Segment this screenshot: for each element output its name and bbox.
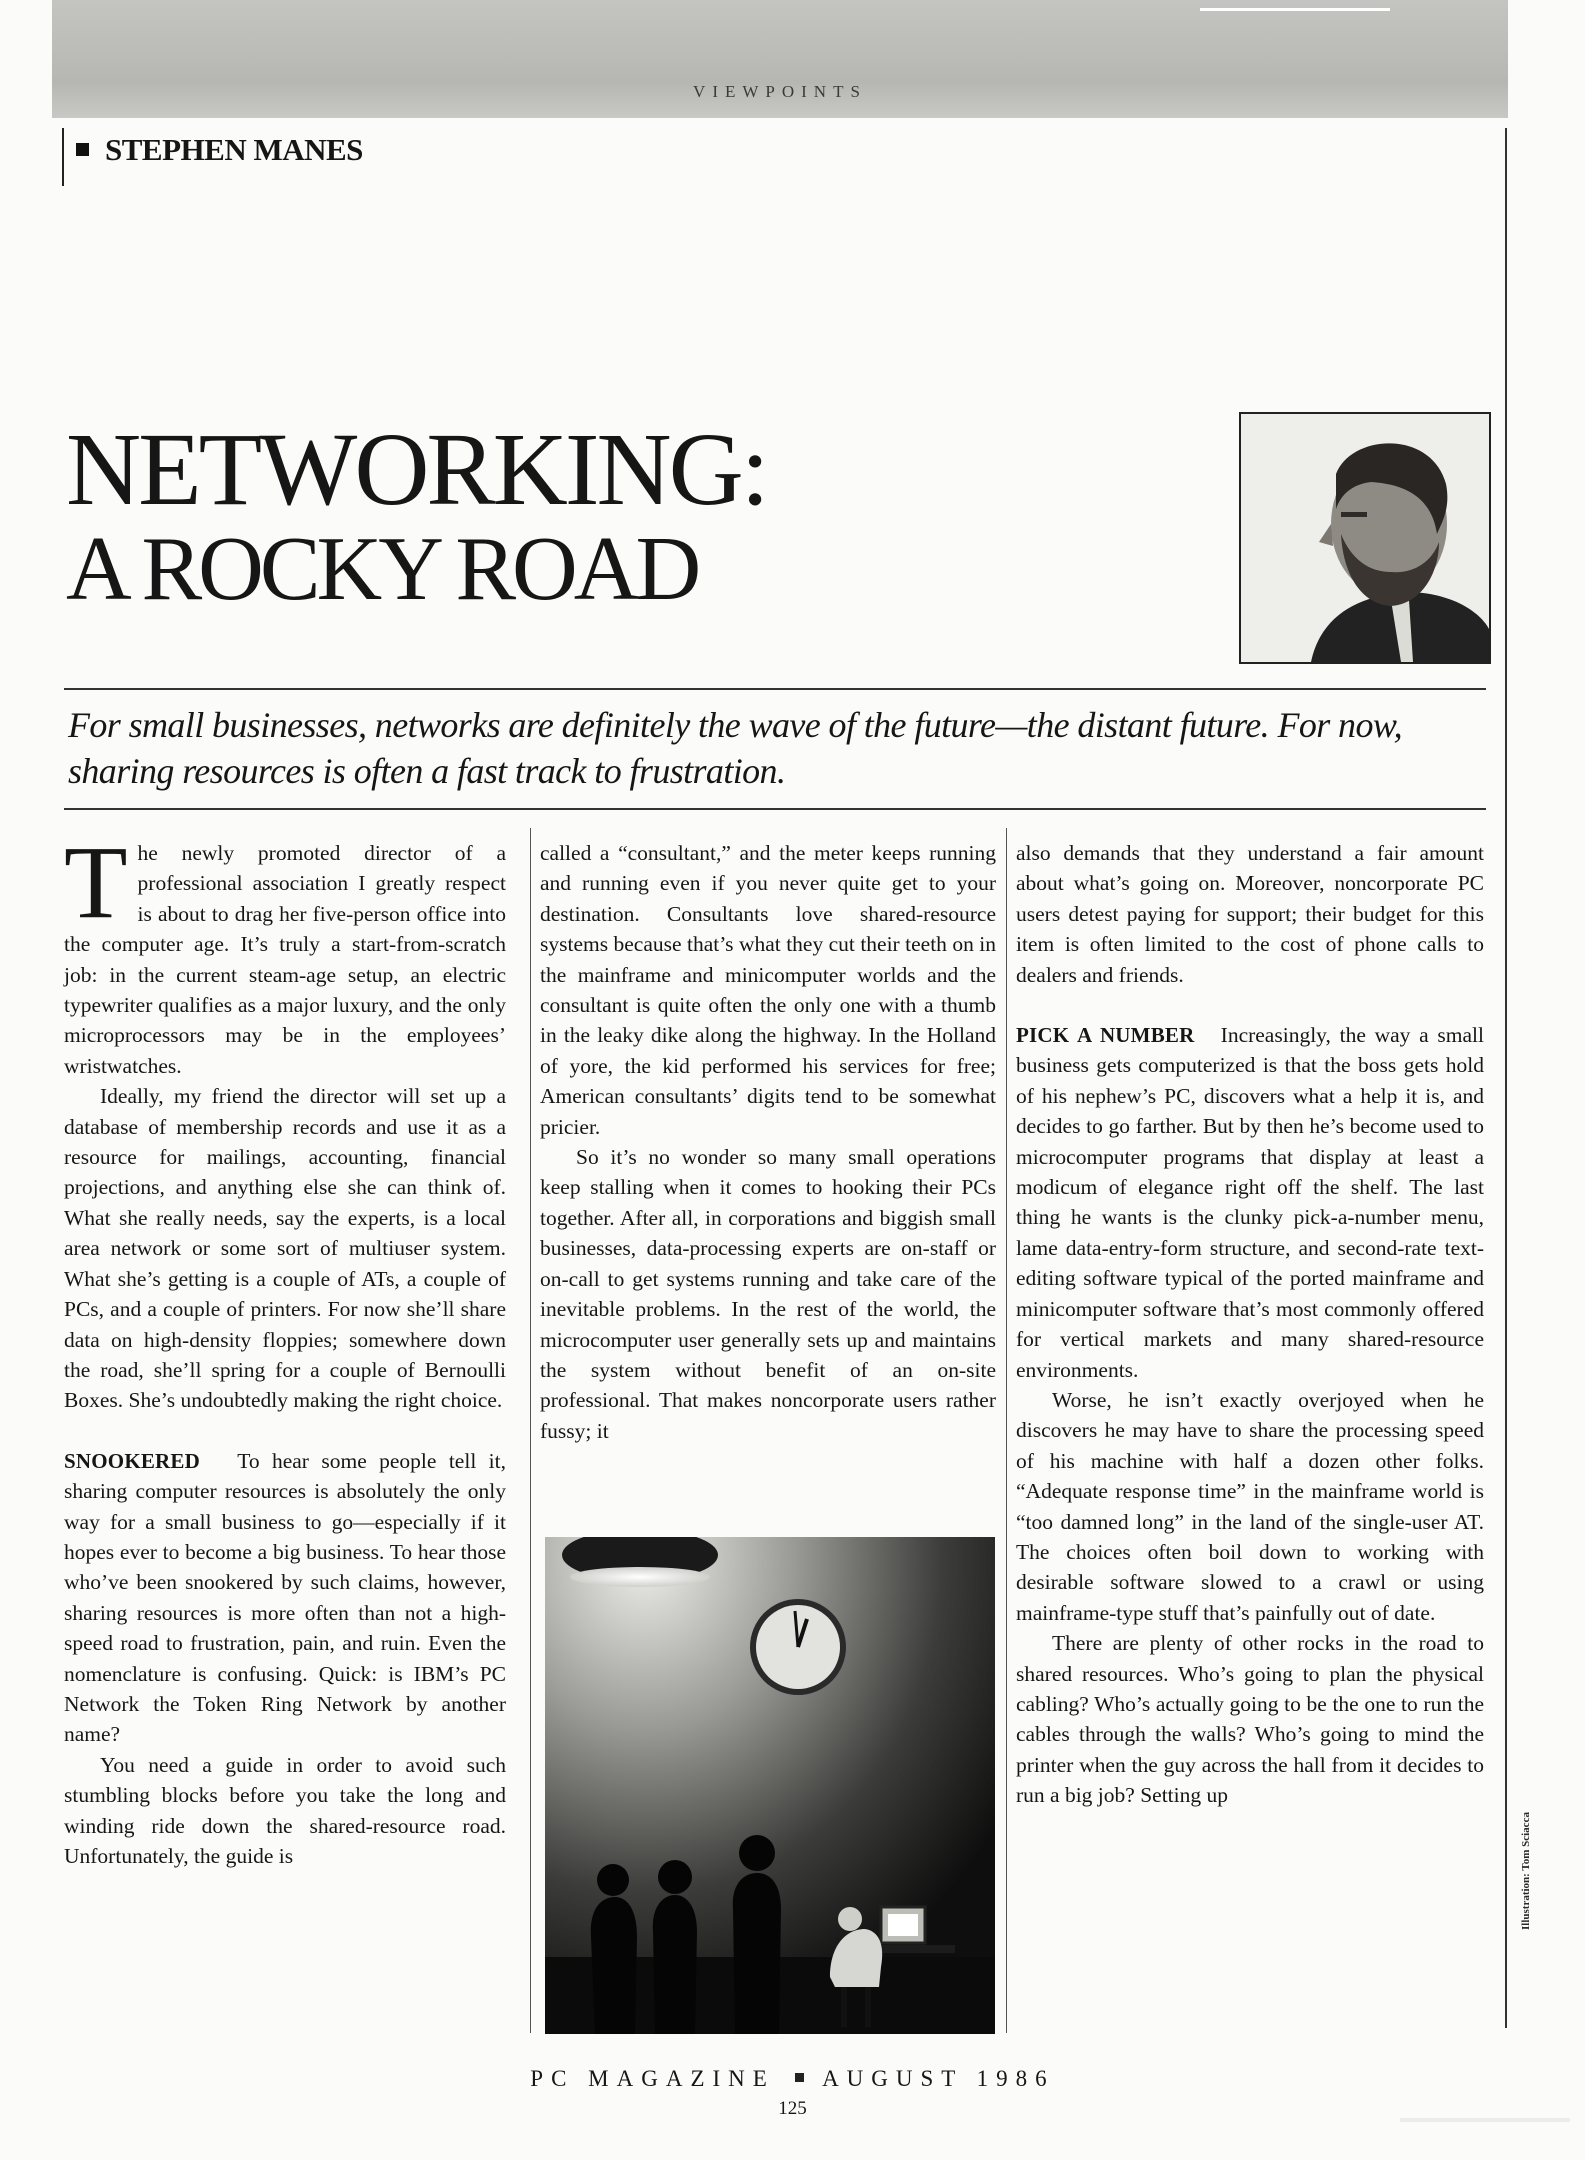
illustration-credit: Illustration: Tom Sciacca	[1520, 1812, 1532, 1930]
right-frame-rule	[1505, 128, 1507, 2028]
paragraph-text: he newly promoted director of a professional association I greatly respect is about to drag her five-person office into the computer age. It’s truly a start-from-scratch job: in the current steam-age setup, an electric typewriter qualifies as a major luxury, and the only microprocessors may be in the employees’ wristwatches.	[64, 841, 506, 1078]
bullet-square-icon	[76, 143, 89, 156]
headline-line-1: NETWORKING:	[66, 412, 767, 527]
scan-mark	[1400, 2118, 1570, 2122]
paragraph-text: Increasingly, the way a small business gets computerized is that the boss gets hold of his nephew’s PC, discovers what a help it is, and decides to go farther. But by then he’s become used to microcomputer programs that display at least a modicum of elegance right off the shelf. The last thing he wants is the clunky pick-a-number menu, lame data-entry-form structure, and second-rate text-editing software typical of the ported mainframe and minicomputer software that’s most commonly offered for vertical markets and many shared-resource environments.	[1016, 1023, 1485, 1382]
headline-line-2: A ROCKY ROAD	[66, 518, 698, 619]
paragraph: Worse, he isn’t exactly overjoyed when he discovers he may have to share the processing speed of his machine with half a dozen other folks. “Adequate response time” in the mainframe world is “too damned long” in the land of the single-user AT. The choices often boil down to working with desirable software slowed to a crawl or using mainframe-type stuff that’s painfully out of date.	[1016, 1387, 1484, 1625]
byline	[76, 132, 363, 168]
header-highlight	[1200, 8, 1390, 11]
waiting-room-illustration	[545, 1537, 995, 2034]
paragraph	[1016, 1020, 1484, 1385]
deck-bottom-rule	[64, 808, 1486, 810]
column-divider-1	[530, 828, 531, 2033]
deck-top-rule	[64, 688, 1486, 690]
column-divider-2	[1006, 828, 1007, 2033]
paragraph	[64, 825, 506, 1081]
paragraph: Ideally, my friend the director will set up a database of membership records and use it as a resource for mailings, accounting, financial projections, and anything else she can think of. What she really needs, say the experts, is a local area network or some sort of multiuser system. What she’s getting is a couple of ATs, a couple of PCs, and a couple of printers. For now she’ll share data on high-density floppies; somewhere down the road, she’ll spring for a couple of Bernoulli Boxes. She’s undoubtedly making the right choice.	[64, 1084, 506, 1413]
paragraph	[64, 1446, 506, 1750]
article-column-3	[1016, 838, 1484, 1811]
article-illustration	[545, 1537, 995, 2034]
paragraph: also demands that they understand a fair amount about what’s going on. Moreover, noncorporate PC users detest paying for support; their budget for this item is often limited to the cost of phone calls to dealers and friends.	[1016, 841, 1484, 987]
headline	[66, 412, 767, 619]
section-heading: SNOOKERED	[64, 1448, 200, 1473]
header-bar	[52, 0, 1508, 118]
author-portrait	[1239, 412, 1491, 664]
section-heading: PICK A NUMBER	[1016, 1023, 1195, 1048]
section-label: VIEWPOINTS	[693, 82, 867, 101]
magazine-name: PC MAGAZINE	[530, 2066, 775, 2091]
paragraph: So it’s no wonder so many small operations keep stalling when it comes to hooking their PCs together. After all, in corporations and biggish small businesses, data-processing experts are on-staff or on-call to get systems running and take care of the inevitable problems. In the rest of the world, the microcomputer user generally sets up and maintains the system without benefit of an on-site professional. That makes noncorporate users rather fussy; it	[540, 1145, 996, 1443]
article-column-2	[540, 838, 996, 1446]
drop-cap: T	[64, 825, 128, 940]
paragraph: There are plenty of other rocks in the road to shared resources. Who’s going to plan the physical cabling? Who’s actually going to be the one to run the cables through the walls? Who’s going to mind the printer when the guy across the hall from it decides to run a big job? Setting up	[1016, 1631, 1484, 1808]
footer-separator-icon	[795, 2073, 804, 2082]
paragraph-text: To hear some people tell it, sharing computer resources is absolutely the only way for a small business to go—especially if it hopes ever to become a big business. To hear those who’ve been snookered by such claims, however, sharing resources is more often than not a high-speed road to frustration, pain, and ruin. Even the nomenclature is confusing. Quick: is IBM’s PC Network the Token Ring Network by another name?	[64, 1448, 507, 1747]
page-number: 125	[778, 2098, 807, 2119]
portrait-illustration	[1241, 414, 1489, 662]
article-column-1	[64, 825, 507, 1871]
deck-subtitle: For small businesses, networks are definitely the wave of the future—the distant future. For now, sharing resources is often a fast track to frustration.	[68, 705, 1402, 791]
paragraph: You need a guide in order to avoid such stumbling blocks before you take the long and winding ride down the shared-resource road. Unfortunately, the guide is	[64, 1752, 506, 1868]
paragraph: called a “consultant,” and the meter keeps running and running even if you never quite get to your destination. Consultants love shared-resource systems because that’s what they cut their teeth on in the mainframe and minicomputer worlds and the consultant is quite often the only one with a thumb in the leaky dike along the highway. In the Holland of yore, the kid performed his services for free; American consultants’ digits tend to be somewhat pricier.	[540, 841, 996, 1139]
left-frame-rule	[62, 128, 64, 186]
author-name: STEPHEN MANES	[105, 132, 363, 167]
issue-date: AUGUST 1986	[822, 2066, 1055, 2091]
page-footer	[0, 2066, 1585, 2092]
